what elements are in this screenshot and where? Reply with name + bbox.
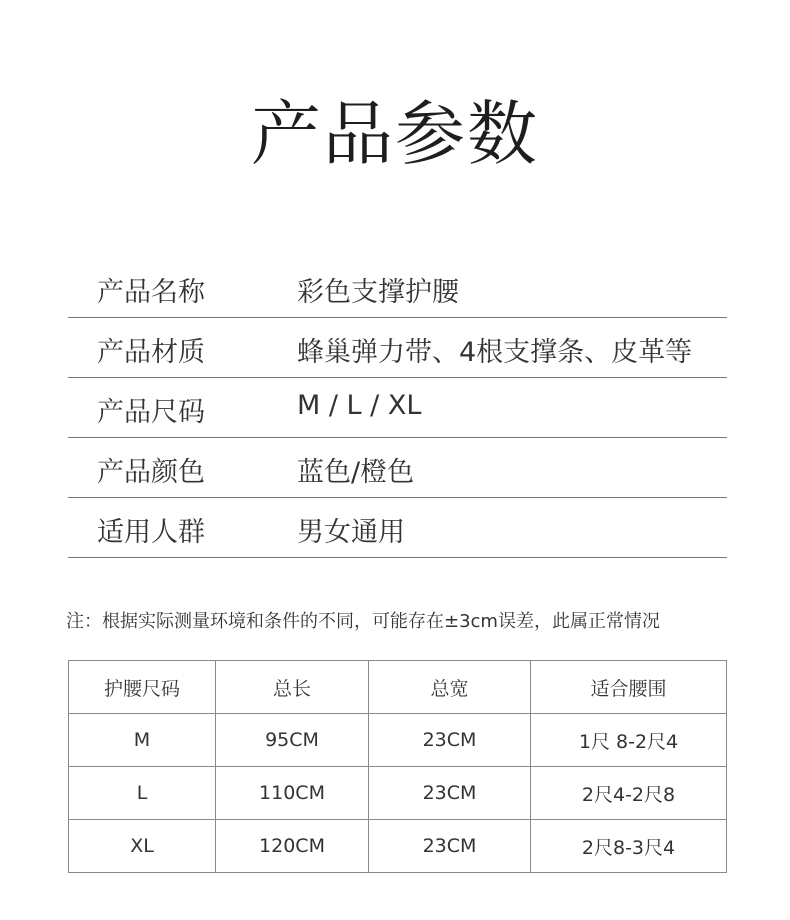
params-list [68, 258, 727, 558]
table-header: 适合腰围 [531, 661, 727, 714]
param-value: 男女通用 [297, 517, 405, 548]
table-cell: 23CM [369, 767, 531, 820]
table-header: 总长 [216, 661, 369, 714]
table-cell: 23CM [369, 714, 531, 767]
param-label: 产品尺码 [97, 397, 205, 428]
table-cell: 23CM [369, 820, 531, 873]
param-row [68, 378, 727, 438]
table-row [69, 820, 727, 873]
measurement-note: 注：根据实际测量环境和条件的不同，可能存在±3cm误差，此属正常情况 [66, 611, 660, 632]
table-cell: 1尺 8-2尺4 [531, 714, 727, 767]
table-cell: 2尺4-2尺8 [531, 767, 727, 820]
param-value: M / L / XL [297, 390, 422, 421]
param-value: 蜂巢弹力带、4根支撑条、皮革等 [297, 337, 693, 368]
param-row [68, 498, 727, 558]
table-cell: M [69, 714, 216, 767]
param-value: 彩色支撑护腰 [297, 277, 459, 308]
table-cell: 95CM [216, 714, 369, 767]
size-table [68, 660, 727, 873]
param-row [68, 258, 727, 318]
param-label: 适用人群 [97, 517, 205, 548]
param-value: 蓝色/橙色 [297, 457, 415, 488]
table-cell: 2尺8-3尺4 [531, 820, 727, 873]
table-header: 护腰尺码 [69, 661, 216, 714]
table-row [69, 714, 727, 767]
table-cell: L [69, 767, 216, 820]
page-title: 产品参数 [251, 93, 539, 175]
param-row [68, 318, 727, 378]
param-label: 产品材质 [97, 337, 205, 368]
table-row [69, 767, 727, 820]
table-header-row [69, 661, 727, 714]
param-label: 产品颜色 [97, 457, 205, 488]
table-cell: 120CM [216, 820, 369, 873]
table-header: 总宽 [369, 661, 531, 714]
param-row [68, 438, 727, 498]
param-label: 产品名称 [97, 277, 205, 308]
table-cell: 110CM [216, 767, 369, 820]
table-cell: XL [69, 820, 216, 873]
